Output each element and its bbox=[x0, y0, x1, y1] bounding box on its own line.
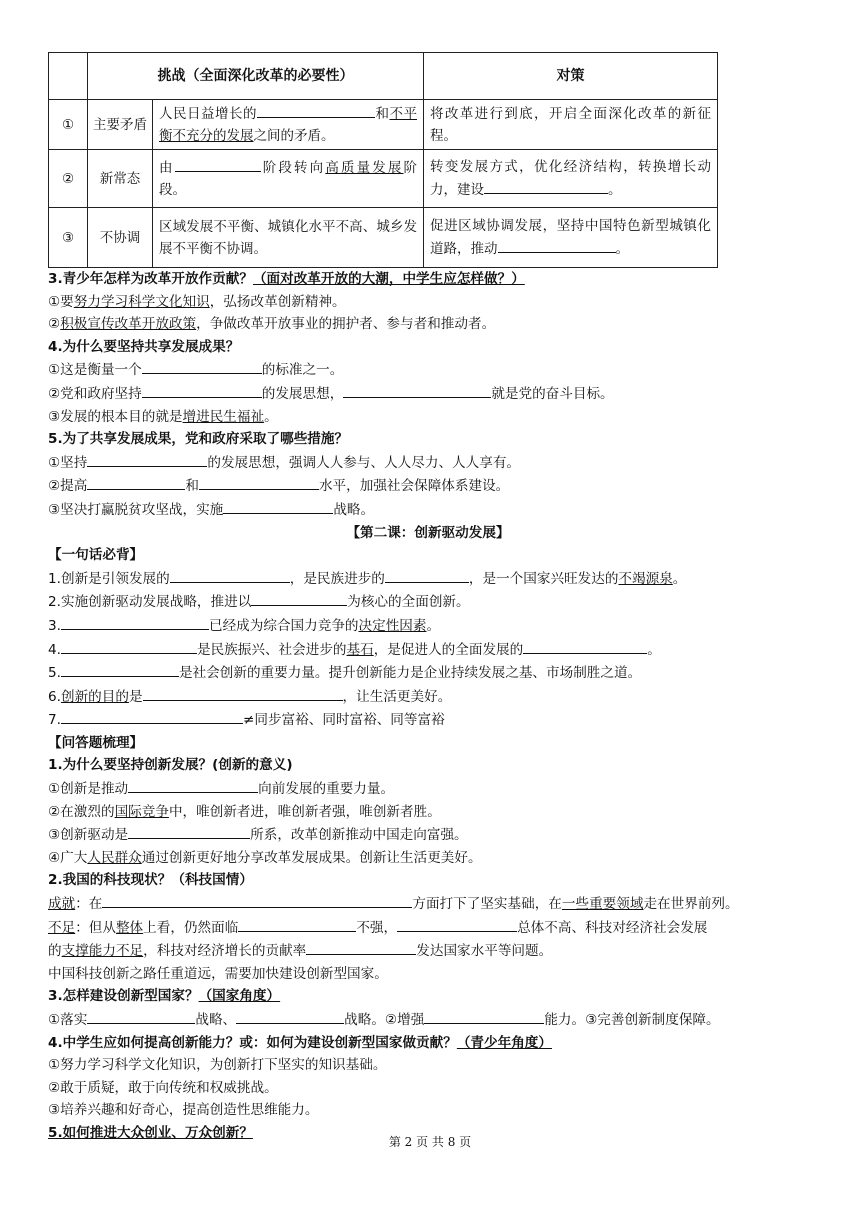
row-measure: 促进区域协调发展，坚持中国特色新型城镇化道路，推动 。 bbox=[424, 208, 718, 268]
row-category: 主要矛盾 bbox=[88, 100, 153, 150]
memorize-line: 2.实施创新驱动发展战略，推进以 为核心的全面创新。 bbox=[48, 590, 808, 614]
question-4-title: 4.为什么要坚持共享发展成果？ bbox=[48, 338, 240, 355]
memorize-line: 4. 是民族振兴、社会进步的基石，是促进人的全面发展的 。 bbox=[48, 638, 808, 662]
answer-line: ①创新是推动 向前发展的重要力量。 bbox=[48, 777, 808, 801]
section-heading: 【一句话必背】 bbox=[48, 547, 144, 564]
worksheet-page bbox=[48, 52, 808, 1145]
question-title: 4.中学生应如何提高创新能力？或：如何为建设创新型国家做贡献？（青少年角度） bbox=[48, 1034, 552, 1051]
table-row bbox=[49, 150, 718, 208]
answer-line: ②敢于质疑，敢于向传统和权威挑战。 bbox=[48, 1079, 278, 1096]
table-header-row bbox=[49, 53, 718, 100]
row-measure: 转变发展方式，优化经济结构，转换增长动力，建设 。 bbox=[424, 150, 718, 208]
answer-line: ③发展的根本目的就是增进民生福祉。 bbox=[48, 408, 278, 425]
question-title: 2.我国的科技现状？（科技国情） bbox=[48, 872, 253, 889]
table-row bbox=[49, 100, 718, 150]
memorize-line: 6.创新的目的是 ，让生活更美好。 bbox=[48, 685, 808, 709]
question-5-title: 5.为了共享发展成果，党和政府采取了哪些措施？ bbox=[48, 431, 349, 448]
row-challenge: 人民日益增长的 和不平衡不充分的发展之间的矛盾。 bbox=[153, 100, 424, 150]
answer-line: ①要努力学习科学文化知识，弘扬改革创新精神。 bbox=[48, 293, 346, 310]
answer-line: 不足：但从整体上看，仍然面临 不强， 总体不高、科技对经济社会发展 bbox=[48, 916, 808, 940]
answer-line: ②提高 和 水平，加强社会保障体系建设。 bbox=[48, 474, 808, 498]
row-challenge: 由 阶段转向高质量发展阶段。 bbox=[153, 150, 424, 208]
row-number: ① bbox=[49, 100, 88, 150]
answer-line: ③培养兴趣和好奇心，提高创造性思维能力。 bbox=[48, 1102, 319, 1119]
answer-line: ①坚持 的发展思想，强调人人参与、人人尽力、人人享有。 bbox=[48, 451, 808, 475]
section-heading: 【问答题梳理】 bbox=[48, 734, 144, 751]
memorize-line: 3. 已经成为综合国力竞争的决定性因素。 bbox=[48, 614, 808, 638]
challenge-table bbox=[48, 52, 718, 268]
answer-line: 成就：在 方面打下了坚实基础，在一些重要领域走在世界前列。 bbox=[48, 892, 808, 916]
answer-line: ①落实 战略、 战略。②增强 能力。③完善创新制度保障。 bbox=[48, 1008, 808, 1032]
memorize-line: 1.创新是引领发展的 ，是民族进步的 ，是一个国家兴旺发达的不竭源泉。 bbox=[48, 567, 808, 591]
question-3-title: 3.青少年怎样为改革开放作贡献？（面对改革开放的大潮，中学生应怎样做？） bbox=[48, 271, 525, 287]
lesson-title: 【第二课：创新驱动发展】 bbox=[346, 524, 510, 541]
table-header-empty bbox=[49, 53, 88, 100]
memorize-line: 5. 是社会创新的重要力量。提升创新能力是企业持续发展之基、市场制胜之道。 bbox=[48, 661, 808, 685]
row-category: 不协调 bbox=[88, 208, 153, 268]
answer-line: ①努力学习科学文化知识，为创新打下坚实的知识基础。 bbox=[48, 1057, 387, 1074]
answer-line: ②积极宣传改革开放政策，争做改革开放事业的拥护者、参与者和推动者。 bbox=[48, 316, 496, 333]
table-header-challenge: 挑战（全面深化改革的必要性） bbox=[88, 53, 424, 100]
row-category: 新常态 bbox=[88, 150, 153, 208]
answer-line: ①这是衡量一个 的标准之一。 bbox=[48, 358, 808, 382]
answer-line: 的支撑能力不足，科技对经济增长的贡献率 发达国家水平等问题。 bbox=[48, 939, 808, 963]
answer-line: ②在激烈的国际竞争中，唯创新者进，唯创新者强，唯创新者胜。 bbox=[48, 803, 441, 820]
answer-line: 中国科技创新之路任重道远，需要加快建设创新型国家。 bbox=[48, 965, 388, 982]
row-number: ③ bbox=[49, 208, 88, 268]
row-measure: 将改革进行到底，开启全面深化改革的新征程。 bbox=[424, 100, 718, 150]
answer-line: ③坚决打赢脱贫攻坚战，实施 战略。 bbox=[48, 498, 808, 522]
row-challenge: 区域发展不平衡、城镇化水平不高、城乡发展不平衡不协调。 bbox=[153, 208, 424, 268]
row-number: ② bbox=[49, 150, 88, 208]
table-row bbox=[49, 208, 718, 268]
table-header-measure: 对策 bbox=[424, 53, 718, 100]
question-title: 5.如何推进大众创业、万众创新？ bbox=[48, 1124, 253, 1141]
memorize-line: 7. ≠同步富裕、同时富裕、同等富裕 bbox=[48, 708, 808, 732]
answer-line: ②党和政府坚持 的发展思想， 就是党的奋斗目标。 bbox=[48, 382, 808, 406]
answer-line: ③创新驱动是 所系，改革创新推动中国走向富强。 bbox=[48, 823, 808, 847]
page-footer: 第 2 页 共 8 页 bbox=[388, 1135, 472, 1149]
question-title: 3.怎样建设创新型国家？（国家角度） bbox=[48, 988, 281, 1005]
answer-line: ④广大人民群众通过创新更好地分享改革发展成果。创新让生活更美好。 bbox=[48, 849, 482, 866]
question-title: 1.为什么要坚持创新发展？(创新的意义) bbox=[48, 757, 293, 774]
